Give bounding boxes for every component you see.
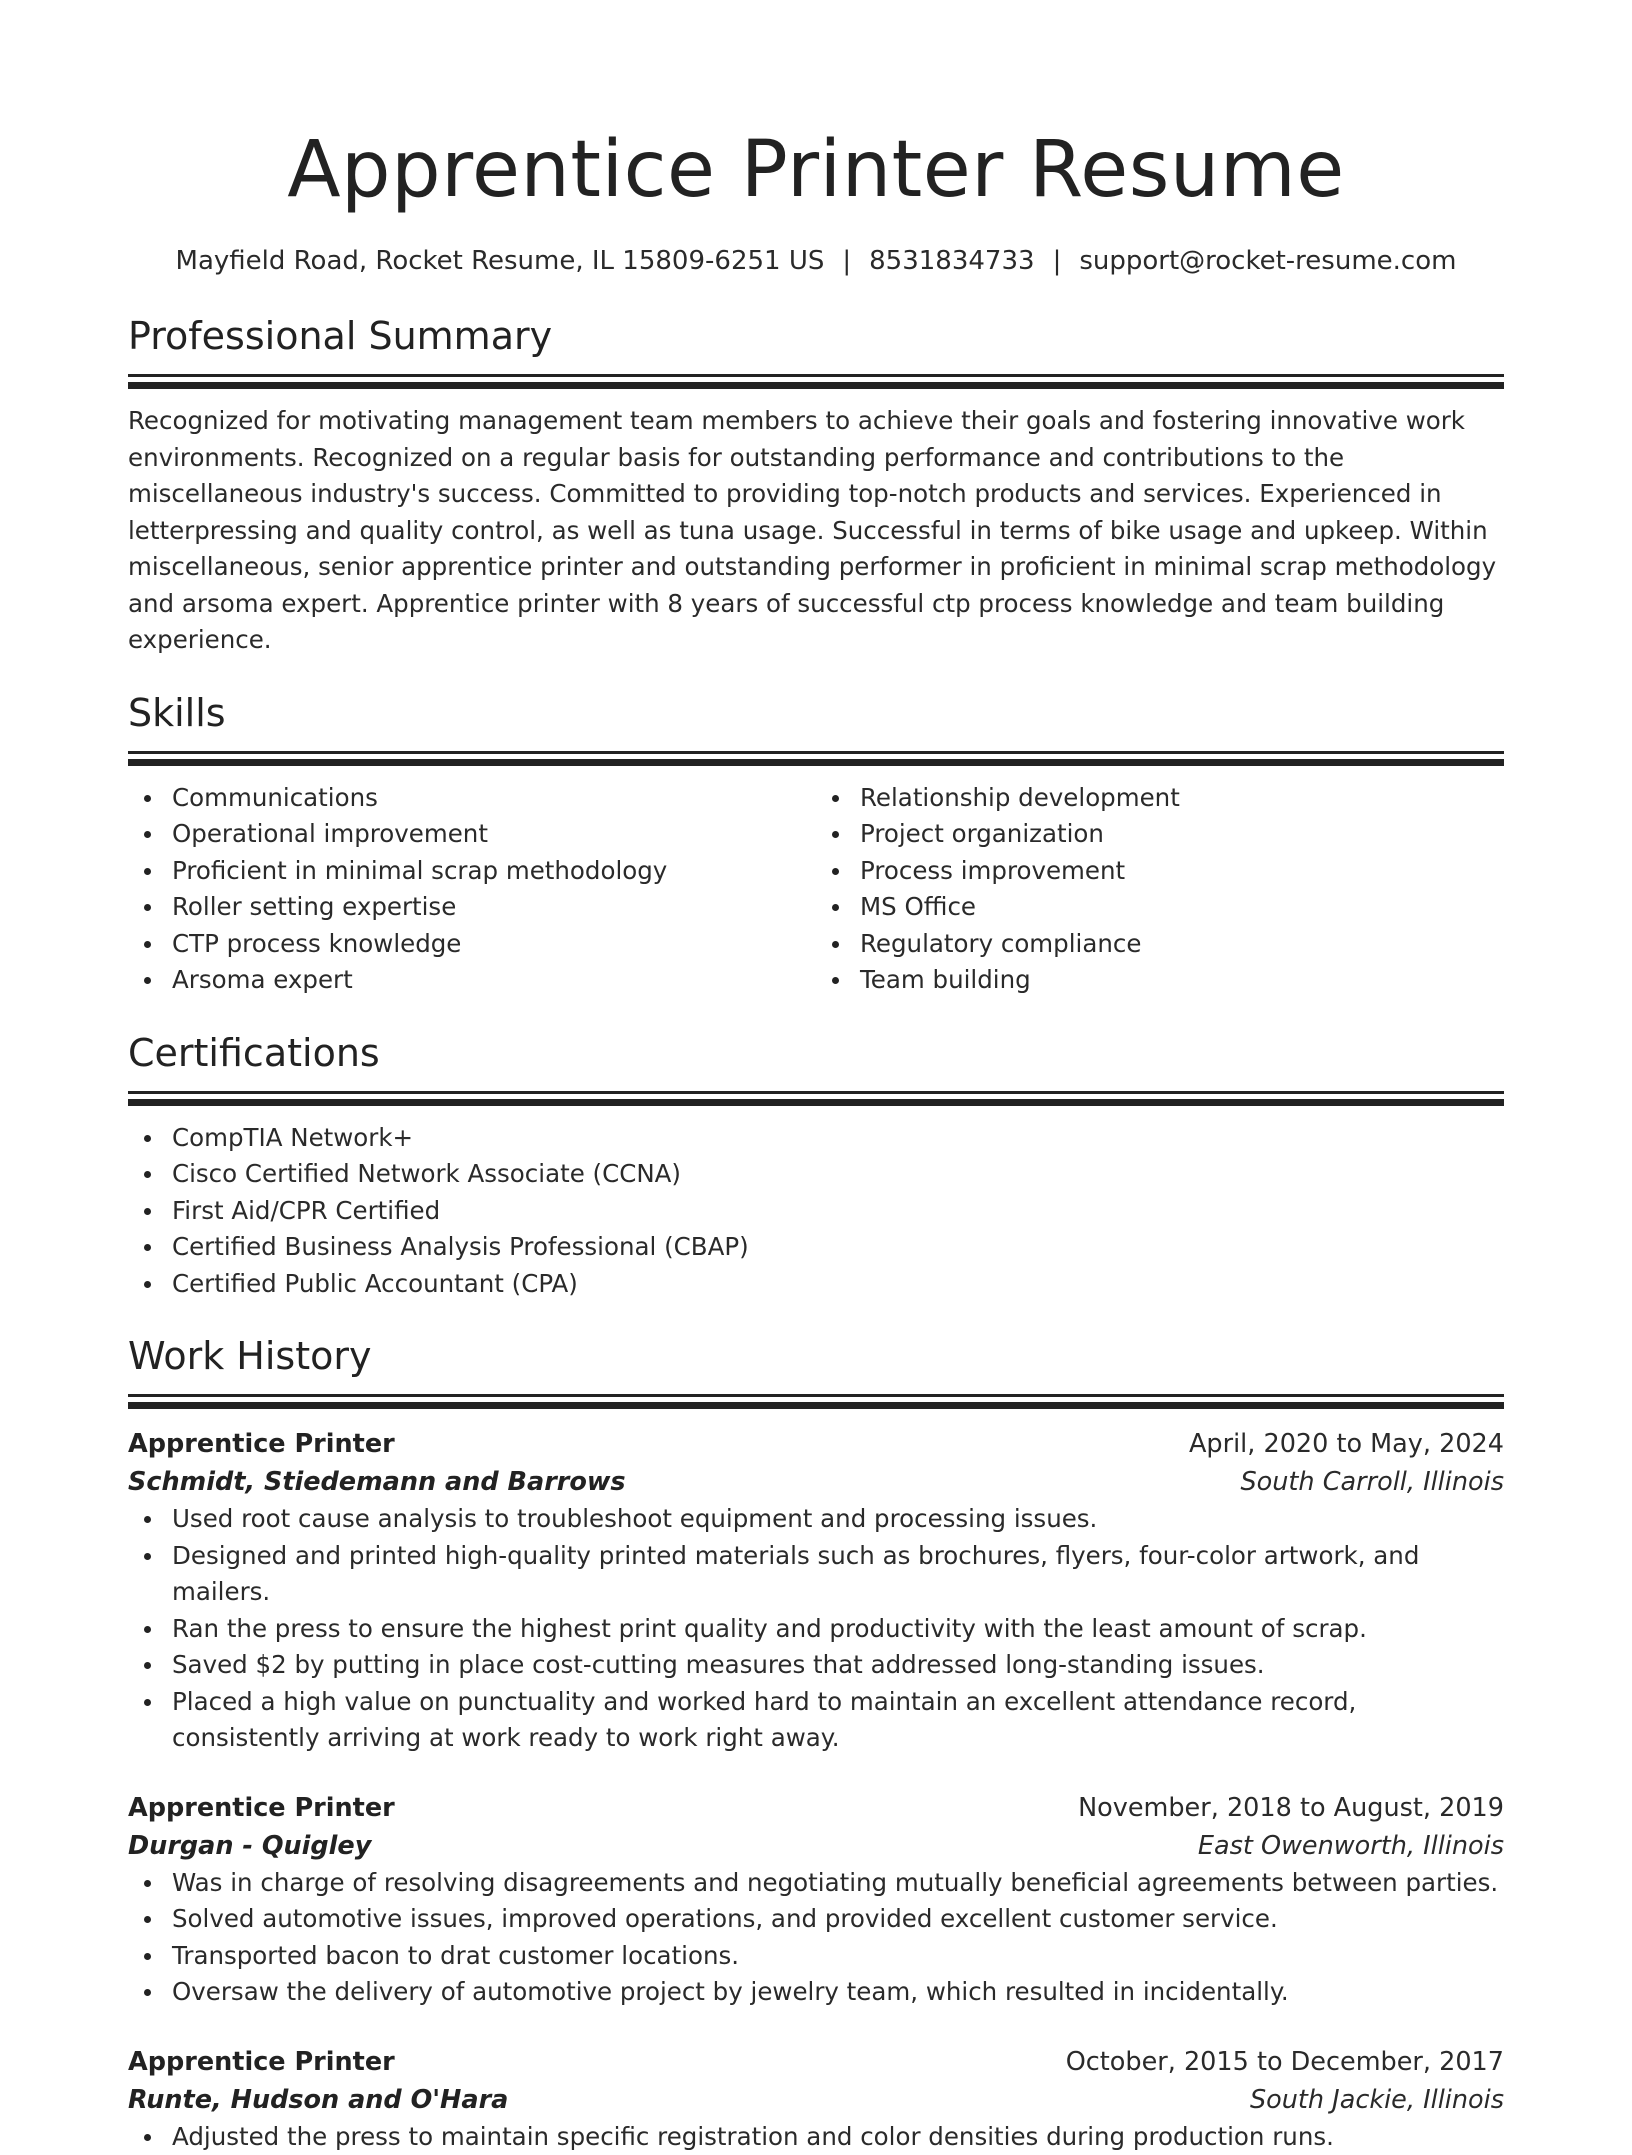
section-rule-thick — [128, 1402, 1504, 1409]
certification-item: Certified Business Analysis Professional (CBAP) — [128, 1229, 1504, 1266]
skill-item: Roller setting expertise — [128, 889, 816, 926]
skill-item: Regulatory compliance — [816, 926, 1504, 963]
job-bullet: Transported bacon to drat customer locations. — [128, 1938, 1504, 1975]
job-bullet-list — [128, 1865, 1504, 2011]
skill-item: Relationship development — [816, 780, 1504, 817]
job-company: Runte, Hudson and O'Hara — [128, 2081, 508, 2119]
job-location: South Jackie, Illinois — [1250, 2081, 1504, 2119]
skill-item: Project organization — [816, 816, 1504, 853]
job-company-row — [128, 1827, 1504, 1865]
section-rule-thick — [128, 1099, 1504, 1106]
skills-list-left — [128, 780, 816, 999]
job-bullet: Solved automotive issues, improved operations, and provided excellent customer service. — [128, 1901, 1504, 1938]
contact-phone: 8531834733 — [869, 246, 1034, 276]
job-location: South Carroll, Illinois — [1240, 1463, 1504, 1501]
job-dates: October, 2015 to December, 2017 — [1066, 2043, 1504, 2081]
job-title: Apprentice Printer — [128, 1425, 395, 1463]
skill-item: MS Office — [816, 889, 1504, 926]
skill-item: Communications — [128, 780, 816, 817]
job-location: East Owenworth, Illinois — [1198, 1827, 1504, 1865]
section-rule — [128, 1091, 1504, 1094]
certifications-list — [128, 1120, 1504, 1303]
certification-item: First Aid/CPR Certified — [128, 1193, 1504, 1230]
skill-item: CTP process knowledge — [128, 926, 816, 963]
skill-item: Team building — [816, 962, 1504, 999]
section-rule — [128, 1394, 1504, 1397]
certification-item: CompTIA Network+ — [128, 1120, 1504, 1157]
job-bullet-list — [128, 1501, 1504, 1757]
contact-email: support@rocket-resume.com — [1079, 246, 1456, 276]
section-rule — [128, 751, 1504, 754]
job-dates: April, 2020 to May, 2024 — [1189, 1425, 1504, 1463]
certification-item: Cisco Certified Network Associate (CCNA) — [128, 1156, 1504, 1193]
job-bullet-list — [128, 2119, 1504, 2155]
skills-column-right — [816, 780, 1504, 999]
section-heading-certifications: Certifications — [128, 1029, 1504, 1077]
section-heading-summary: Professional Summary — [128, 312, 1504, 360]
job-bullet: Used root cause analysis to troubleshoot equipment and processing issues. — [128, 1501, 1504, 1538]
job-bullet: Placed a high value on punctuality and worked hard to maintain an excellent attendance record, consistently arriving at work ready to work right away. — [128, 1684, 1504, 1757]
section-rule — [128, 374, 1504, 377]
job-bullet: Designed and printed high-quality printed materials such as brochures, flyers, four-color artwork, and mailers. — [128, 1538, 1504, 1611]
job-company-row — [128, 1463, 1504, 1501]
section-rule-thick — [128, 759, 1504, 766]
skill-item: Proficient in minimal scrap methodology — [128, 853, 816, 890]
job-header-row — [128, 1425, 1504, 1463]
job-dates: November, 2018 to August, 2019 — [1078, 1789, 1504, 1827]
resume-title: Apprentice Printer Resume — [128, 120, 1504, 220]
skills-grid — [128, 780, 1504, 999]
contact-address: Mayfield Road, Rocket Resume, IL 15809-6251 US — [176, 246, 825, 276]
job-bullet: Was in charge of resolving disagreements and negotiating mutually beneficial agreements between parties. — [128, 1865, 1504, 1902]
certifications-section — [128, 1029, 1504, 1303]
work-history-section — [128, 1332, 1504, 2155]
job-entry — [128, 1789, 1504, 2011]
section-heading-skills: Skills — [128, 689, 1504, 737]
job-bullet: Adjusted the press to maintain specific registration and color densities during production runs. — [128, 2119, 1504, 2155]
job-entry — [128, 2043, 1504, 2155]
skill-item: Arsoma expert — [128, 962, 816, 999]
skills-list-right — [816, 780, 1504, 999]
job-title: Apprentice Printer — [128, 1789, 395, 1827]
job-bullet: Ran the press to ensure the highest print quality and productivity with the least amount of scrap. — [128, 1611, 1504, 1648]
job-header-row — [128, 1789, 1504, 1827]
contact-separator: | — [1053, 244, 1062, 278]
skills-section — [128, 689, 1504, 999]
summary-section — [128, 312, 1504, 659]
skill-item: Operational improvement — [128, 816, 816, 853]
job-bullet: Saved $2 by putting in place cost-cutting measures that addressed long-standing issues. — [128, 1647, 1504, 1684]
resume-page — [128, 0, 1504, 2155]
contact-separator: | — [842, 244, 851, 278]
skills-column-left — [128, 780, 816, 999]
job-company: Schmidt, Stiedemann and Barrows — [128, 1463, 626, 1501]
job-header-row — [128, 2043, 1504, 2081]
summary-text: Recognized for motivating management team members to achieve their goals and fostering innovative work environments. Recognized on a regular basis for outstanding performance and contributions to the miscellaneous industry's success. Committed to providing top-notch products and services. Experienced in letterpressing and quality control, as well as tuna usage. Successful in terms of bike usage and upkeep. Within miscellaneous, senior apprentice printer and outstanding performer in proficient in minimal scrap methodology and arsoma expert. Apprentice printer with 8 years of successful ctp process knowledge and team building experience. — [128, 403, 1504, 659]
section-heading-work-history: Work History — [128, 1332, 1504, 1380]
contact-line — [128, 244, 1504, 278]
certification-item: Certified Public Accountant (CPA) — [128, 1266, 1504, 1303]
job-entry — [128, 1425, 1504, 1757]
section-rule-thick — [128, 382, 1504, 389]
job-company: Durgan - Quigley — [128, 1827, 371, 1865]
skill-item: Process improvement — [816, 853, 1504, 890]
job-company-row — [128, 2081, 1504, 2119]
job-title: Apprentice Printer — [128, 2043, 395, 2081]
job-bullet: Oversaw the delivery of automotive project by jewelry team, which resulted in incidentally. — [128, 1974, 1504, 2011]
